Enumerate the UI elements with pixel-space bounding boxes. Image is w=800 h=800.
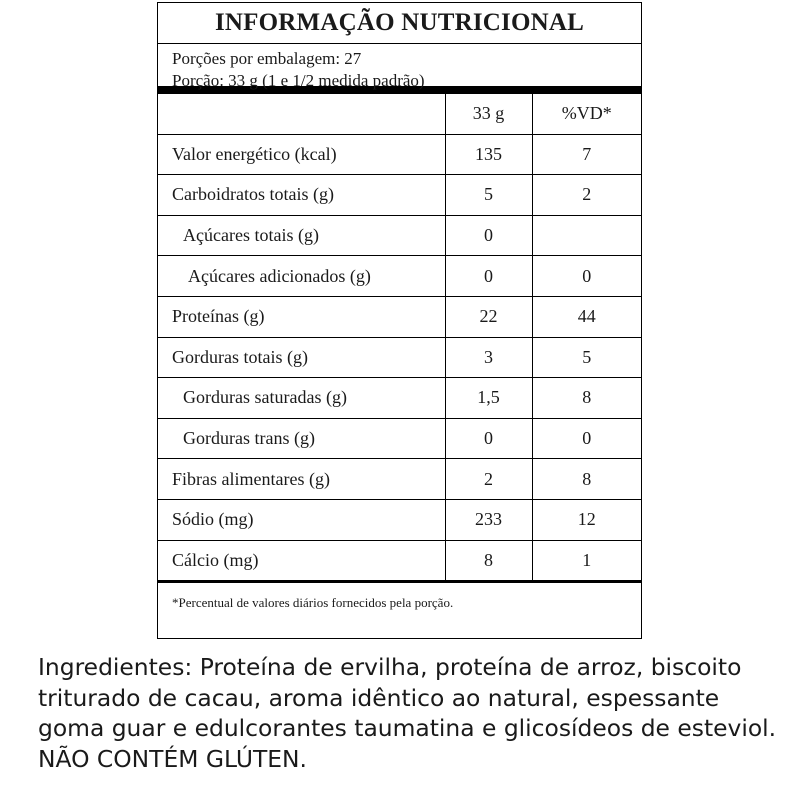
row-dv: 0: [532, 418, 641, 459]
row-name: Sódio (mg): [158, 499, 445, 540]
row-name: Gorduras trans (g): [158, 418, 445, 459]
row-amount: 233: [445, 499, 532, 540]
row-amount: 135: [445, 134, 532, 175]
table-header-row: [158, 94, 641, 134]
table-row: [158, 337, 641, 378]
nutrition-facts-label: [157, 2, 642, 639]
row-amount: 3: [445, 337, 532, 378]
row-dv: 7: [532, 134, 641, 175]
header-amount: 33 g: [445, 94, 532, 134]
row-dv: 12: [532, 499, 641, 540]
table-row: [158, 215, 641, 256]
footnote: *Percentual de valores diários fornecidos pela porção.: [172, 595, 454, 611]
serving-size: Porção: 33 g (1 e 1/2 medida padrão): [172, 71, 425, 90]
table-row: [158, 296, 641, 337]
servings-per-package: Porções por embalagem: 27: [172, 49, 362, 68]
row-amount: 0: [445, 215, 532, 256]
table-row: [158, 540, 641, 582]
table-row: [158, 418, 641, 459]
serving-info: [158, 44, 641, 94]
row-dv: 2: [532, 175, 641, 216]
row-name: Carboidratos totais (g): [158, 175, 445, 216]
nutrition-table: [158, 94, 641, 583]
row-amount: 1,5: [445, 378, 532, 419]
row-amount: 8: [445, 540, 532, 582]
label-title: INFORMAÇÃO NUTRICIONAL: [158, 3, 641, 44]
row-dv: 0: [532, 256, 641, 297]
row-name: Cálcio (mg): [158, 540, 445, 582]
row-name: Gorduras totais (g): [158, 337, 445, 378]
header-blank-cell: [158, 94, 445, 134]
row-dv: 44: [532, 296, 641, 337]
row-dv: 1: [532, 540, 641, 582]
row-dv: 5: [532, 337, 641, 378]
header-dv: %VD*: [532, 94, 641, 134]
table-row: [158, 459, 641, 500]
row-name: Valor energético (kcal): [158, 134, 445, 175]
row-dv: [532, 215, 641, 256]
row-name: Fibras alimentares (g): [158, 459, 445, 500]
ingredients-text: Ingredientes: Proteína de ervilha, proteína de arroz, biscoito triturado de cacau, aroma idêntico ao natural, espessante goma guar e edulcorantes taumatina e glicosídeos de esteviol. NÃO CONTÉM GLÚTEN.: [38, 653, 777, 773]
row-amount: 5: [445, 175, 532, 216]
table-row: [158, 134, 641, 175]
row-dv: 8: [532, 378, 641, 419]
row-amount: 2: [445, 459, 532, 500]
row-amount: 0: [445, 418, 532, 459]
table-row: [158, 256, 641, 297]
row-name: Açúcares totais (g): [158, 215, 445, 256]
row-amount: 22: [445, 296, 532, 337]
row-amount: 0: [445, 256, 532, 297]
row-name: Gorduras saturadas (g): [158, 378, 445, 419]
table-row: [158, 378, 641, 419]
row-name: Proteínas (g): [158, 296, 445, 337]
table-row: [158, 499, 641, 540]
row-name: Açúcares adicionados (g): [158, 256, 445, 297]
row-dv: 8: [532, 459, 641, 500]
table-row: [158, 175, 641, 216]
